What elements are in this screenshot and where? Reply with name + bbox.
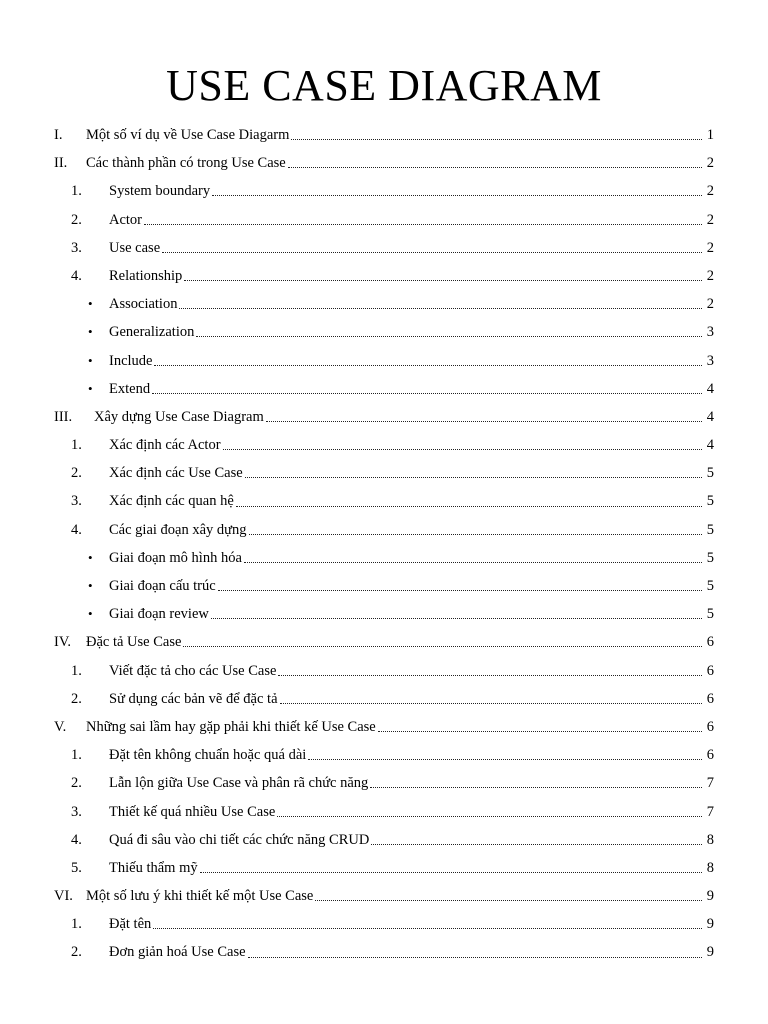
- toc-entry[interactable]: [54, 938, 714, 966]
- toc-entry[interactable]: [54, 290, 714, 318]
- toc-entry-text: Xác định các Use Case: [109, 465, 243, 482]
- toc-dot-leader: [152, 382, 702, 396]
- toc-entry[interactable]: [54, 347, 714, 375]
- toc-page-number: 6: [706, 718, 714, 735]
- toc-page-number: 5: [706, 493, 714, 510]
- toc-page-number: 9: [706, 944, 714, 961]
- toc-entry-text: Actor: [109, 211, 143, 228]
- toc-entry-text: Association: [109, 296, 178, 313]
- toc-entry-text: Relationship: [109, 267, 183, 284]
- toc-page-number: 7: [706, 803, 714, 820]
- toc-dot-leader: [315, 889, 702, 903]
- toc-page-number: 3: [706, 352, 714, 369]
- toc-page-number: 3: [706, 324, 714, 341]
- toc-page-number: 4: [706, 437, 714, 454]
- toc-dot-leader: [249, 523, 702, 537]
- toc-entry-number: V.: [54, 718, 67, 735]
- toc-entry-number: 3.: [71, 803, 82, 820]
- toc-entry-number: 2.: [71, 211, 82, 228]
- toc-page-number: 7: [706, 775, 714, 792]
- toc-entry-text: Các thành phần có trong Use Case: [86, 155, 286, 172]
- toc-entry[interactable]: [54, 375, 714, 403]
- toc-dot-leader: [179, 297, 702, 311]
- toc-entry-text: Sử dụng các bản vẽ để đặc tả: [109, 690, 278, 707]
- toc-page-number: 5: [706, 465, 714, 482]
- toc-page-number: 8: [706, 831, 714, 848]
- toc-dot-leader: [266, 410, 702, 424]
- toc-entry-text: Viết đặc tả cho các Use Case: [109, 662, 277, 679]
- toc-entry-text: Đặt tên: [109, 916, 152, 933]
- toc-entry[interactable]: [54, 262, 714, 290]
- toc-entry[interactable]: [54, 769, 714, 797]
- toc-entry[interactable]: [54, 234, 714, 262]
- toc-entry[interactable]: [54, 177, 714, 205]
- toc-entry[interactable]: [54, 685, 714, 713]
- toc-entry-text: Xác định các Actor: [109, 437, 221, 454]
- toc-entry-text: System boundary: [109, 183, 211, 200]
- toc-entry-number: 3.: [71, 239, 82, 256]
- toc-bullet-icon: •: [88, 296, 93, 312]
- toc-entry-number: 2.: [71, 690, 82, 707]
- toc-page-number: 6: [706, 690, 714, 707]
- table-of-contents: [54, 121, 714, 967]
- toc-entry-number: 4.: [71, 831, 82, 848]
- toc-entry-number: II.: [54, 155, 68, 172]
- toc-page-number: 9: [706, 888, 714, 905]
- toc-entry-number: 1.: [71, 437, 82, 454]
- toc-entry[interactable]: [54, 628, 714, 656]
- toc-entry[interactable]: [54, 826, 714, 854]
- toc-entry[interactable]: [54, 121, 714, 149]
- toc-bullet-icon: •: [88, 324, 93, 340]
- toc-dot-leader: [153, 917, 702, 931]
- toc-entry-text: Một số lưu ý khi thiết kế một Use Case: [86, 888, 314, 905]
- toc-entry-text: Những sai lầm hay gặp phải khi thiết kế Use Case: [86, 718, 376, 735]
- toc-page-number: 6: [706, 747, 714, 764]
- toc-entry-number: 1.: [71, 747, 82, 764]
- toc-page-number: 2: [706, 183, 714, 200]
- toc-dot-leader: [288, 156, 702, 170]
- toc-bullet-icon: •: [88, 352, 93, 368]
- toc-page-number: 2: [706, 155, 714, 172]
- toc-dot-leader: [278, 664, 702, 678]
- toc-page-number: 5: [706, 606, 714, 623]
- toc-entry-text: Use case: [109, 239, 161, 256]
- toc-entry-text: Generalization: [109, 324, 195, 341]
- toc-entry-text: Thiết kế quá nhiều Use Case: [109, 803, 276, 820]
- toc-dot-leader: [280, 692, 703, 706]
- toc-entry-text: Xây dựng Use Case Diagram: [94, 408, 264, 425]
- toc-entry[interactable]: [54, 910, 714, 938]
- toc-entry[interactable]: [54, 882, 714, 910]
- toc-page-number: 5: [706, 578, 714, 594]
- toc-entry-number: I.: [54, 127, 63, 143]
- toc-page-number: 5: [706, 549, 714, 566]
- toc-page-number: 4: [706, 408, 714, 425]
- toc-dot-leader: [154, 354, 702, 368]
- toc-page-number: 2: [706, 296, 714, 313]
- toc-entry[interactable]: [54, 516, 714, 544]
- toc-entry-text: Thiếu thẩm mỹ: [109, 859, 198, 876]
- toc-dot-leader: [248, 946, 702, 960]
- toc-page-number: 2: [706, 267, 714, 284]
- toc-entry-number: III.: [54, 408, 73, 425]
- toc-bullet-icon: •: [88, 578, 93, 593]
- toc-dot-leader: [144, 213, 702, 227]
- toc-dot-leader: [371, 833, 702, 847]
- toc-entry-text: Quá đi sâu vào chi tiết các chức năng CRUD: [109, 831, 370, 848]
- toc-dot-leader: [162, 241, 702, 255]
- toc-page-number: 5: [706, 521, 714, 538]
- toc-dot-leader: [212, 184, 702, 198]
- toc-entry-number: 4.: [71, 521, 82, 538]
- toc-entry[interactable]: [54, 657, 714, 685]
- toc-entry[interactable]: [54, 318, 714, 346]
- toc-dot-leader: [308, 748, 702, 762]
- toc-dot-leader: [211, 607, 702, 621]
- toc-dot-leader: [196, 325, 702, 339]
- toc-dot-leader: [370, 776, 702, 790]
- toc-dot-leader: [183, 635, 702, 649]
- toc-dot-leader: [277, 805, 702, 819]
- toc-entry-number: VI.: [54, 888, 73, 905]
- toc-page-number: 2: [706, 239, 714, 256]
- toc-dot-leader: [184, 269, 702, 283]
- toc-entry[interactable]: [54, 487, 714, 515]
- toc-entry[interactable]: [54, 459, 714, 487]
- toc-entry-number: 2.: [71, 944, 82, 961]
- toc-entry-number: 1.: [71, 916, 82, 933]
- toc-entry-text: Giai đoạn review: [109, 606, 209, 623]
- toc-entry-number: 2.: [71, 775, 82, 792]
- toc-entry[interactable]: [54, 713, 714, 741]
- toc-entry-text: Giai đoạn mô hình hóa: [109, 549, 242, 566]
- toc-entry[interactable]: [54, 431, 714, 459]
- toc-page-number: 2: [706, 211, 714, 228]
- toc-entry-text: Giai đoạn cấu trúc: [109, 578, 216, 594]
- toc-entry[interactable]: [54, 403, 714, 431]
- toc-page-number: 1: [706, 127, 714, 143]
- toc-dot-leader: [236, 495, 702, 509]
- toc-entry[interactable]: [54, 798, 714, 826]
- toc-bullet-icon: •: [88, 549, 93, 565]
- toc-entry[interactable]: [54, 149, 714, 177]
- toc-page-number: 6: [706, 662, 714, 679]
- toc-entry[interactable]: [54, 600, 714, 628]
- toc-entry-text: Extend: [109, 380, 151, 397]
- toc-entry-number: 2.: [71, 465, 82, 482]
- toc-dot-leader: [245, 466, 702, 480]
- toc-entry-text: Đặc tả Use Case: [86, 634, 182, 651]
- toc-dot-leader: [378, 720, 702, 734]
- toc-dot-leader: [218, 579, 702, 593]
- toc-dot-leader: [223, 438, 702, 452]
- toc-entry-number: IV.: [54, 634, 72, 651]
- toc-entry-text: Đơn giản hoá Use Case: [109, 944, 246, 961]
- toc-entry[interactable]: [54, 741, 714, 769]
- toc-entry-number: 1.: [71, 183, 82, 200]
- toc-entry-text: Đặt tên không chuẩn hoặc quá dài: [109, 747, 307, 764]
- toc-entry-number: 1.: [71, 662, 82, 679]
- toc-entry-text: Một số ví dụ về Use Case Diagarm: [86, 127, 290, 143]
- toc-bullet-icon: •: [88, 606, 93, 622]
- toc-entry-text: Lẫn lộn giữa Use Case và phân rã chức năng: [109, 775, 369, 792]
- toc-bullet-icon: •: [88, 380, 93, 396]
- toc-page-number: 8: [706, 859, 714, 876]
- toc-page-number: 9: [706, 916, 714, 933]
- toc-page-number: 4: [706, 380, 714, 397]
- toc-dot-leader: [200, 861, 702, 875]
- toc-entry-number: 3.: [71, 493, 82, 510]
- toc-entry-text: Include: [109, 352, 153, 369]
- toc-dot-leader: [291, 128, 702, 142]
- toc-entry-text: Các giai đoạn xây dựng: [109, 521, 247, 538]
- toc-entry-number: 5.: [71, 859, 82, 876]
- toc-entry[interactable]: [54, 206, 714, 234]
- toc-dot-leader: [244, 551, 702, 565]
- toc-page-number: 6: [706, 634, 714, 651]
- toc-entry-text: Xác định các quan hệ: [109, 493, 234, 510]
- toc-entry-number: 4.: [71, 267, 82, 284]
- toc-entry[interactable]: [54, 854, 714, 882]
- toc-entry[interactable]: [54, 572, 714, 600]
- document-title: USE CASE DIAGRAM: [166, 61, 602, 110]
- toc-entry[interactable]: [54, 544, 714, 572]
